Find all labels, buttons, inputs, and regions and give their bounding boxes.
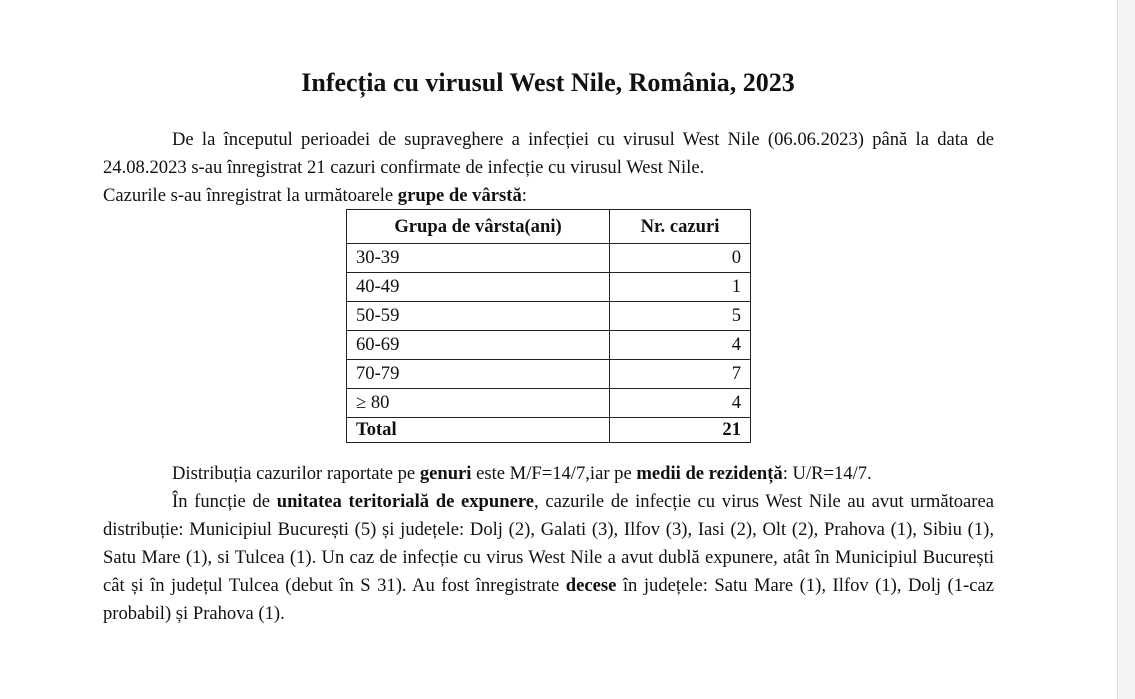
- distribution-paragraph: [103, 460, 994, 488]
- document-title: Infecția cu virusul West Nile, România, 2023: [301, 68, 795, 97]
- table-row: [347, 360, 751, 389]
- distribution-text-3: : U/R=14/7.: [782, 463, 872, 484]
- table-row: [347, 273, 751, 302]
- age-group-table: [346, 209, 751, 443]
- age-group-cell: ≥ 80: [347, 389, 610, 418]
- territorial-text-1: În funcție de: [172, 491, 277, 512]
- case-count-cell: 5: [610, 302, 751, 331]
- age-group-cell: 50-59: [347, 302, 610, 331]
- territorial-bold-decese: decese: [565, 575, 617, 596]
- age-group-cell: 40-49: [347, 273, 610, 302]
- case-count-cell: 4: [610, 389, 751, 418]
- table-row: [347, 302, 751, 331]
- intro-paragraph: De la începutul perioadei de supraveghere a infecției cu virusul West Nile (06.06.2023) până la data de 24.08.2023 s-au înregistrat 21 cazuri confirmate de infecție cu virusul West Nile.: [103, 129, 994, 178]
- age-group-cell: 70-79: [347, 360, 610, 389]
- age-intro-paragraph: [103, 182, 994, 210]
- table-total-row: [347, 418, 751, 443]
- age-intro-bold: grupe de vârstă: [397, 185, 522, 206]
- age-group-cell: 60-69: [347, 331, 610, 360]
- header-case-count: Nr. cazuri: [610, 210, 751, 244]
- territorial-text-3: în județele: Satu Mare (1), Ilfov (1), Dolj (1-caz probabil) și Prahova (1).: [103, 575, 994, 624]
- distribution-text-1: Distribuția cazurilor raportate pe: [172, 463, 420, 484]
- distribution-bold-genuri: genuri: [419, 463, 472, 484]
- table-row: [347, 331, 751, 360]
- case-count-cell: 7: [610, 360, 751, 389]
- distribution-text-2: este M/F=14/7,iar pe: [471, 463, 637, 484]
- age-intro-text: Cazurile s-au înregistrat la următoarele: [103, 185, 398, 206]
- table-header-row: [347, 210, 751, 244]
- territorial-paragraph: [103, 488, 994, 628]
- age-group-cell: 30-39: [347, 244, 610, 273]
- case-count-cell: 4: [610, 331, 751, 360]
- case-count-cell: 1: [610, 273, 751, 302]
- table-row: [347, 389, 751, 418]
- total-label-cell: Total: [347, 418, 610, 443]
- table-row: [347, 244, 751, 273]
- header-age-group: Grupa de vârsta(ani): [347, 210, 610, 244]
- territorial-bold-unit: unitatea teritorială de expunere: [276, 491, 535, 512]
- distribution-bold-medii: medii de rezidență: [636, 463, 783, 484]
- case-count-cell: 0: [610, 244, 751, 273]
- total-value-cell: 21: [610, 418, 751, 443]
- age-intro-colon: :: [521, 185, 527, 206]
- window-edge: [1117, 0, 1135, 699]
- territorial-text-2: , cazurile de infecție cu virus West Nile au avut următoarea distribuție: Municipiul București (5) și județele: Dolj (2), Galati (3), Ilfov (3), Iasi (2), Olt (2), Prahova (1), Sibiu (1), Satu Mare (1), si Tulcea (1). Un caz de infecție cu virus West Nile a avut dublă expunere, atât în Municipiul București cât și în județul Tulcea (debut în S 31). Au fost înregistrate: [103, 491, 994, 596]
